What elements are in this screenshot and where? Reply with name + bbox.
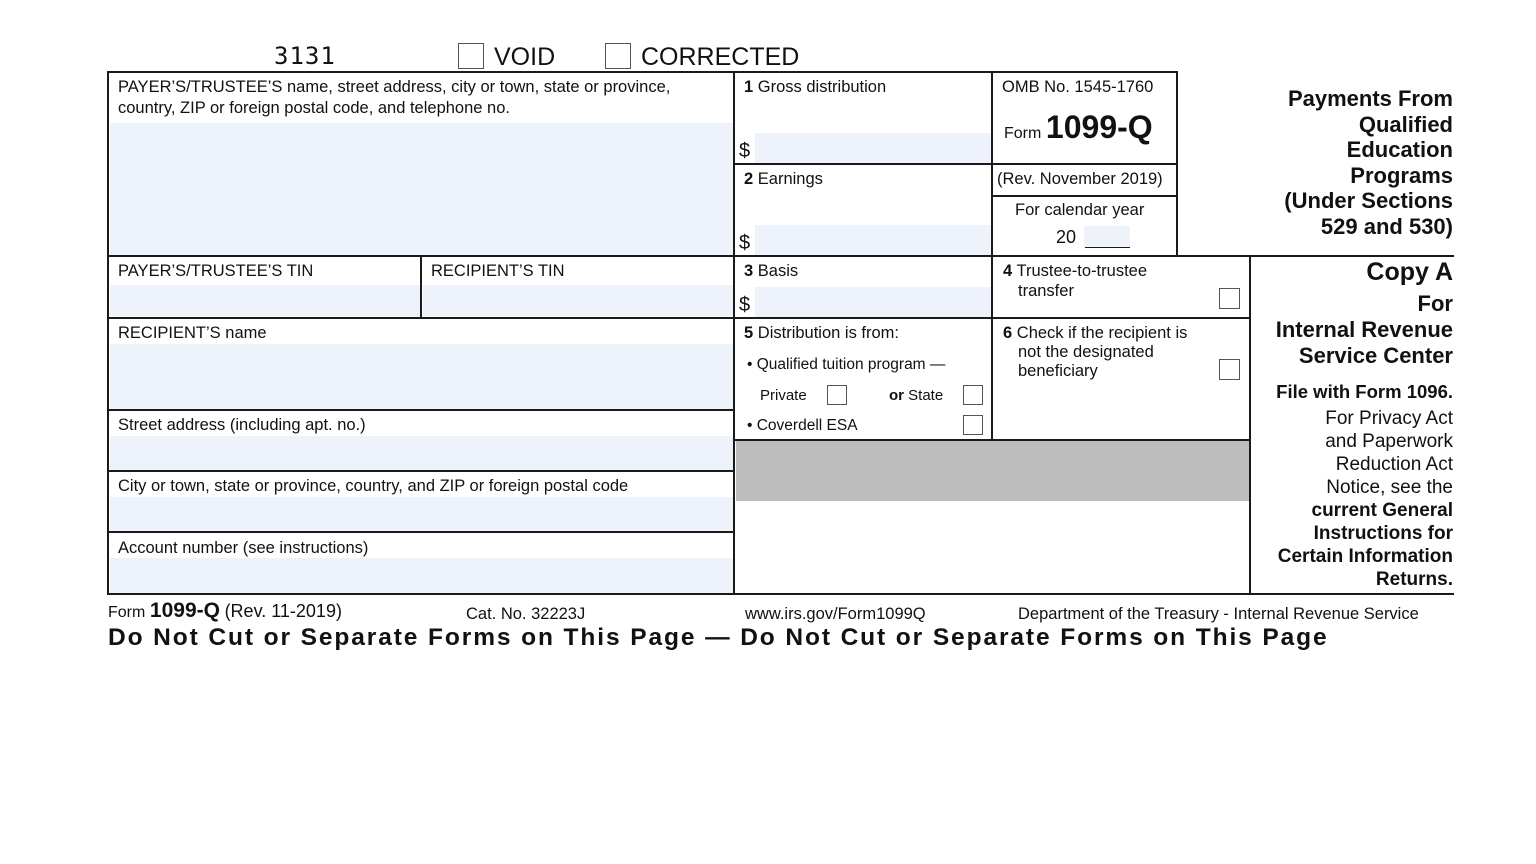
payer-tin-field[interactable] bbox=[110, 285, 420, 316]
title-line: Programs bbox=[1350, 162, 1453, 188]
box6-number: 6 bbox=[1003, 324, 1013, 342]
form-number: 1099-Q bbox=[1045, 109, 1153, 145]
form-code: 3131 bbox=[274, 42, 336, 70]
year-underline bbox=[1085, 247, 1130, 248]
payer-name-field[interactable] bbox=[110, 123, 733, 255]
box4-number: 4 bbox=[1003, 262, 1013, 280]
recipient-name-label: RECIPIENT’S name bbox=[118, 324, 267, 342]
grid-line bbox=[107, 71, 109, 595]
box4-label-line2: transfer bbox=[1018, 282, 1074, 300]
or-text: or bbox=[889, 387, 904, 404]
grid-line bbox=[107, 593, 1454, 595]
payer-label: country, ZIP or foreign postal code, and telephone no. bbox=[118, 99, 510, 117]
box1-field[interactable] bbox=[755, 133, 991, 163]
calendar-year-label: For calendar year bbox=[1015, 201, 1145, 219]
state-checkbox[interactable] bbox=[963, 385, 983, 405]
privacy-line: Notice, see the bbox=[1326, 477, 1453, 498]
grid-line bbox=[107, 317, 1250, 319]
grid-line bbox=[733, 439, 1251, 441]
box2-label bbox=[744, 171, 823, 188]
box2-field[interactable] bbox=[755, 225, 991, 255]
recipient-name-field[interactable] bbox=[110, 344, 733, 409]
payer-label: PAYER’S/TRUSTEE’S name, street address, city or town, state or province, bbox=[118, 78, 671, 96]
box1-number: 1 bbox=[744, 78, 754, 96]
cat-number: Cat. No. 32223J bbox=[466, 605, 586, 623]
box2-text: Earnings bbox=[757, 170, 823, 188]
privacy-line: current General bbox=[1311, 500, 1453, 521]
box2-number: 2 bbox=[744, 170, 754, 188]
corrected-label: CORRECTED bbox=[641, 43, 800, 71]
year-field[interactable] bbox=[1084, 226, 1130, 248]
footer-form-id bbox=[108, 600, 342, 621]
box3-field[interactable] bbox=[755, 287, 991, 317]
grid-line bbox=[107, 470, 735, 472]
box3-label bbox=[744, 263, 798, 280]
title-line: 529 and 530) bbox=[1320, 213, 1453, 239]
private-checkbox[interactable] bbox=[827, 385, 847, 405]
privacy-line: Returns. bbox=[1375, 569, 1453, 590]
grid-line bbox=[107, 531, 735, 533]
omb-number: OMB No. 1545-1760 bbox=[1002, 78, 1154, 96]
file-with-label: File with Form 1096. bbox=[1276, 381, 1453, 402]
title-line: (Under Sections bbox=[1284, 188, 1453, 214]
city-label: City or town, state or province, country, and ZIP or foreign postal code bbox=[118, 477, 629, 495]
year-prefix: 20 bbox=[1056, 227, 1077, 247]
do-not-cut-notice: Do Not Cut or Separate Forms on This Page — Do Not Cut or Separate Forms on This Page bbox=[108, 624, 1329, 651]
rev-date: (Rev. November 2019) bbox=[997, 170, 1163, 188]
grid-line bbox=[107, 71, 1177, 73]
irs-center-line2: Service Center bbox=[1298, 343, 1453, 368]
corrected-checkbox[interactable] bbox=[605, 43, 631, 69]
street-address-field[interactable] bbox=[110, 436, 733, 470]
privacy-line: For Privacy Act bbox=[1325, 408, 1453, 429]
shaded-area bbox=[736, 441, 1250, 501]
box6-text: Check if the recipient is bbox=[1016, 324, 1188, 342]
box1-label bbox=[744, 79, 886, 96]
coverdell-label: • Coverdell ESA bbox=[747, 417, 858, 434]
grid-line bbox=[1249, 256, 1251, 595]
privacy-line: Certain Information bbox=[1277, 546, 1453, 567]
dollar-sign: $ bbox=[739, 232, 751, 254]
box6-label-line3: beneficiary bbox=[1018, 362, 1098, 380]
dollar-sign: $ bbox=[739, 294, 751, 316]
box4-text: Trustee-to-trustee bbox=[1016, 262, 1148, 280]
title-line: Education bbox=[1346, 137, 1453, 163]
footer-rev: (Rev. 11-2019) bbox=[224, 601, 342, 621]
box4-checkbox[interactable] bbox=[1219, 288, 1240, 309]
grid-line bbox=[107, 255, 1454, 257]
box5-number: 5 bbox=[744, 324, 754, 342]
privacy-line: Reduction Act bbox=[1335, 454, 1453, 475]
privacy-line: and Paperwork bbox=[1325, 431, 1453, 452]
state-label bbox=[889, 388, 943, 403]
private-label: Private bbox=[760, 387, 807, 404]
state-text: State bbox=[908, 387, 944, 404]
grid-line bbox=[420, 256, 422, 318]
grid-line bbox=[733, 71, 735, 595]
title-line: Payments From bbox=[1287, 86, 1453, 111]
void-label: VOID bbox=[494, 43, 556, 71]
box4-label bbox=[1003, 263, 1147, 280]
payer-tin-label: PAYER’S/TRUSTEE’S TIN bbox=[118, 262, 314, 280]
grid-line bbox=[107, 409, 735, 411]
copy-a-label: Copy A bbox=[1366, 258, 1453, 286]
footer-form-number: 1099-Q bbox=[149, 599, 220, 622]
irs-url: www.irs.gov/Form1099Q bbox=[745, 605, 926, 623]
privacy-line: Instructions for bbox=[1313, 523, 1453, 544]
box6-checkbox[interactable] bbox=[1219, 359, 1240, 380]
qualified-tuition-label: • Qualified tuition program — bbox=[747, 356, 946, 373]
void-checkbox[interactable] bbox=[458, 43, 484, 69]
box5-label bbox=[744, 325, 899, 342]
account-number-label: Account number (see instructions) bbox=[118, 539, 369, 557]
box3-number: 3 bbox=[744, 262, 754, 280]
box1-text: Gross distribution bbox=[757, 78, 887, 96]
street-address-label: Street address (including apt. no.) bbox=[118, 416, 366, 434]
box3-text: Basis bbox=[757, 262, 799, 280]
box6-label-line2: not the designated bbox=[1018, 343, 1154, 361]
recipient-tin-field[interactable] bbox=[423, 285, 733, 316]
grid-line bbox=[733, 163, 1177, 165]
city-field[interactable] bbox=[110, 497, 733, 531]
recipient-tin-label: RECIPIENT’S TIN bbox=[431, 262, 565, 280]
account-number-field[interactable] bbox=[110, 558, 733, 593]
privacy-notice bbox=[1278, 407, 1453, 591]
title-line: Qualified bbox=[1358, 111, 1453, 137]
box5-text: Distribution is from: bbox=[757, 324, 899, 342]
form-title bbox=[1004, 111, 1153, 143]
for-label: For bbox=[1417, 291, 1453, 316]
box6-label bbox=[1003, 325, 1187, 342]
coverdell-checkbox[interactable] bbox=[963, 415, 983, 435]
grid-line bbox=[991, 195, 1177, 197]
dollar-sign: $ bbox=[739, 140, 751, 162]
department-label: Department of the Treasury - Internal Revenue Service bbox=[1018, 605, 1419, 623]
form-side-title bbox=[1284, 86, 1453, 240]
footer-form-word: Form bbox=[108, 604, 146, 621]
form-word: Form bbox=[1004, 125, 1042, 142]
irs-center-line1: Internal Revenue bbox=[1275, 317, 1453, 342]
